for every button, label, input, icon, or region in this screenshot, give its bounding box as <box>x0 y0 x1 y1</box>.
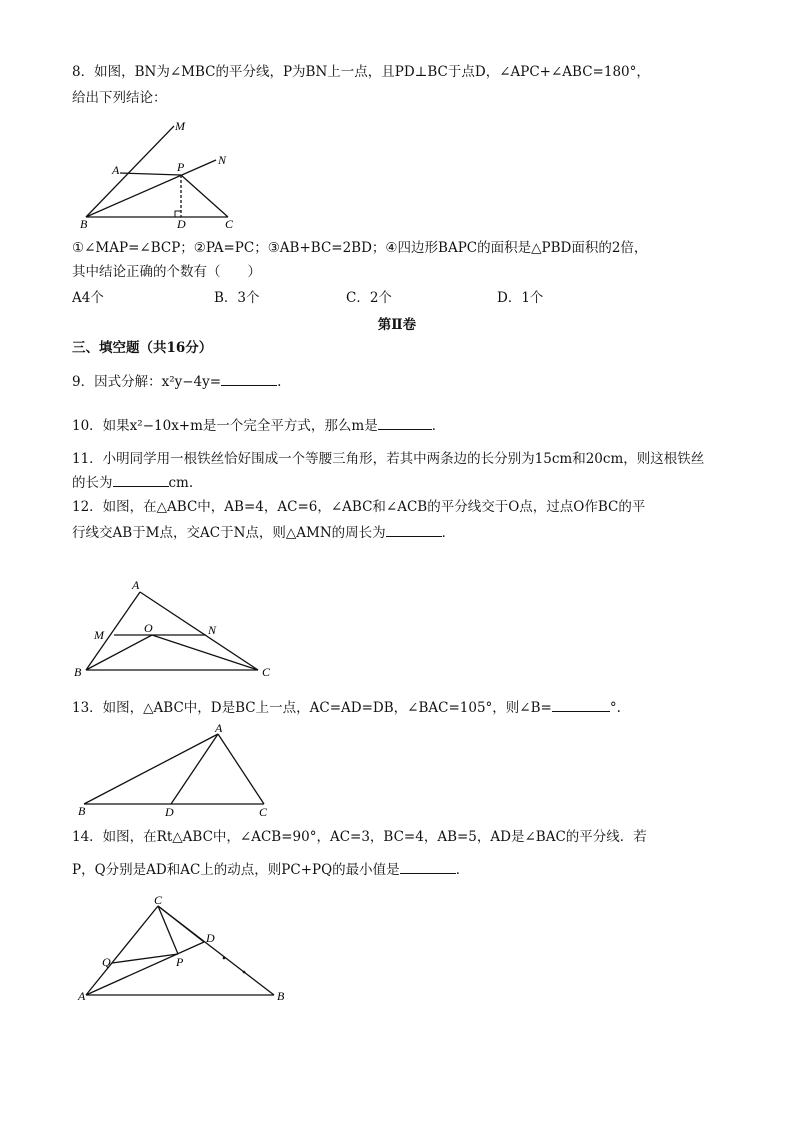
q13-label-d: D <box>165 805 174 818</box>
q8-option-c[interactable]: C．2个 <box>346 290 392 306</box>
q11-answer-blank[interactable] <box>113 472 169 487</box>
q14-label-p: P <box>176 955 184 969</box>
q11-text-line2 <box>72 472 193 493</box>
q8-label-n: N <box>218 153 227 167</box>
q8-text-line1: 8．如图，BN为∠MBC的平分线，P为BN上一点，且PD⊥BC于点D，∠APC+∠ABC=180°， <box>72 64 650 80</box>
q12-label-b: B <box>74 665 82 679</box>
q13-label-b: B <box>78 804 86 818</box>
q12-prompt: 行线交AB于M点，交AC于N点，则△AMN的周长为 <box>72 525 386 541</box>
q13-label-a: A <box>215 721 223 735</box>
q8-label-d: D <box>177 217 186 230</box>
q8-conclusions-line2: 其中结论正确的个数有（ ） <box>72 264 261 280</box>
q8-label-p: P <box>177 160 185 174</box>
q8-label-a: A <box>112 163 120 177</box>
part2-title: 第Ⅱ卷 <box>377 317 417 333</box>
q13-text <box>72 697 621 718</box>
q8-ray-bm <box>86 126 174 217</box>
q12-label-a: A <box>132 578 140 592</box>
q14-label-a: A <box>78 989 86 1003</box>
q14-prompt: P，Q分别是AD和AC上的动点，则PC+PQ的最小值是 <box>72 862 400 878</box>
q8-option-d[interactable]: D．1个 <box>497 290 544 306</box>
q14-figure <box>74 892 290 1007</box>
q14-label-d: D <box>206 931 215 945</box>
q12-label-c: C <box>262 665 271 679</box>
q13-unit: °. <box>609 700 621 716</box>
q8-label-c: C <box>225 217 234 230</box>
q8-figure <box>76 118 251 230</box>
q13-answer-blank[interactable] <box>552 697 610 712</box>
q13-label-c: C <box>259 805 268 818</box>
q8-conclusions-line1: ①∠MAP=∠BCP；②PA=PC；③AB+BC=2BD；④四边形BAPC的面积是△PBD面积的2倍， <box>72 240 648 256</box>
q12-segment-oc <box>152 635 258 670</box>
q14-tick-mark <box>223 957 226 960</box>
q13-segment-ac <box>218 734 264 804</box>
q12-label-m: M <box>94 628 104 642</box>
q8-option-b[interactable]: B．3个 <box>214 290 260 306</box>
q11-prefix: 的长为 <box>72 475 113 491</box>
q14-label-q: Q <box>102 955 111 969</box>
q12-text-line1: 12．如图，在△ABC中，AB=4，AC=6，∠ABC和∠ACB的平分线交于O点，过点O作BC的平 <box>72 499 646 515</box>
q12-text-line2: 行线交AB于M点，交AC于N点，则△AMN的周长为 ． <box>72 522 455 543</box>
q12-answer-blank[interactable] <box>386 522 442 537</box>
q8-segment-ap <box>120 173 181 175</box>
q13-segment-ab <box>84 734 218 804</box>
q13-prompt: 13．如图，△ABC中，D是BC上一点，AC=AD=DB，∠BAC=105°，则∠B= <box>72 700 552 716</box>
q14-text-line2: P，Q分别是AD和AC上的动点，则PC+PQ的最小值是 ． <box>72 859 469 880</box>
q14-segment-ca <box>86 906 158 995</box>
section3-title: 三、填空题（共16分） <box>72 340 213 356</box>
q8-label-m: M <box>175 119 185 133</box>
q8-label-b: B <box>80 217 88 230</box>
q9-text: 9．因式分解：x²y−4y= . <box>72 371 281 392</box>
q12-label-n: N <box>208 623 217 637</box>
q8-segment-pc <box>181 175 228 217</box>
q10-prompt: 10．如果x²−10x+m是一个完全平方式，那么m是 <box>72 418 378 434</box>
q9-answer-blank[interactable] <box>221 371 277 386</box>
q14-answer-blank[interactable] <box>400 859 456 874</box>
q12-segment-ac <box>140 592 258 670</box>
q12-label-o: O <box>144 621 153 635</box>
q10-answer-blank[interactable] <box>378 415 432 430</box>
q11-text-line1: 11．小明同学用一根铁丝恰好围成一个等腰三角形，若其中两条边的长分别为15cm和20cm，则这根铁丝 <box>72 451 705 467</box>
q11-unit: cm. <box>168 475 194 491</box>
q14-tick-mark <box>243 971 246 974</box>
q8-option-a[interactable]: A4个 <box>72 290 104 306</box>
q14-label-b: B <box>277 989 285 1003</box>
q13-segment-ad <box>171 734 218 804</box>
q12-figure <box>70 574 282 682</box>
q10-text: 10．如果x²−10x+m是一个完全平方式，那么m是 ． <box>72 415 445 436</box>
q14-text-line1: 14．如图，在Rt△ABC中，∠ACB=90°，AC=3，BC=4，AB=5，AD是∠BAC的平分线．若 <box>72 829 647 845</box>
q13-figure <box>74 720 284 818</box>
q14-label-c: C <box>154 893 163 907</box>
q9-prompt: 9．因式分解：x²y−4y= <box>72 374 222 390</box>
q8-text-line2: 给出下列结论： <box>72 90 167 106</box>
